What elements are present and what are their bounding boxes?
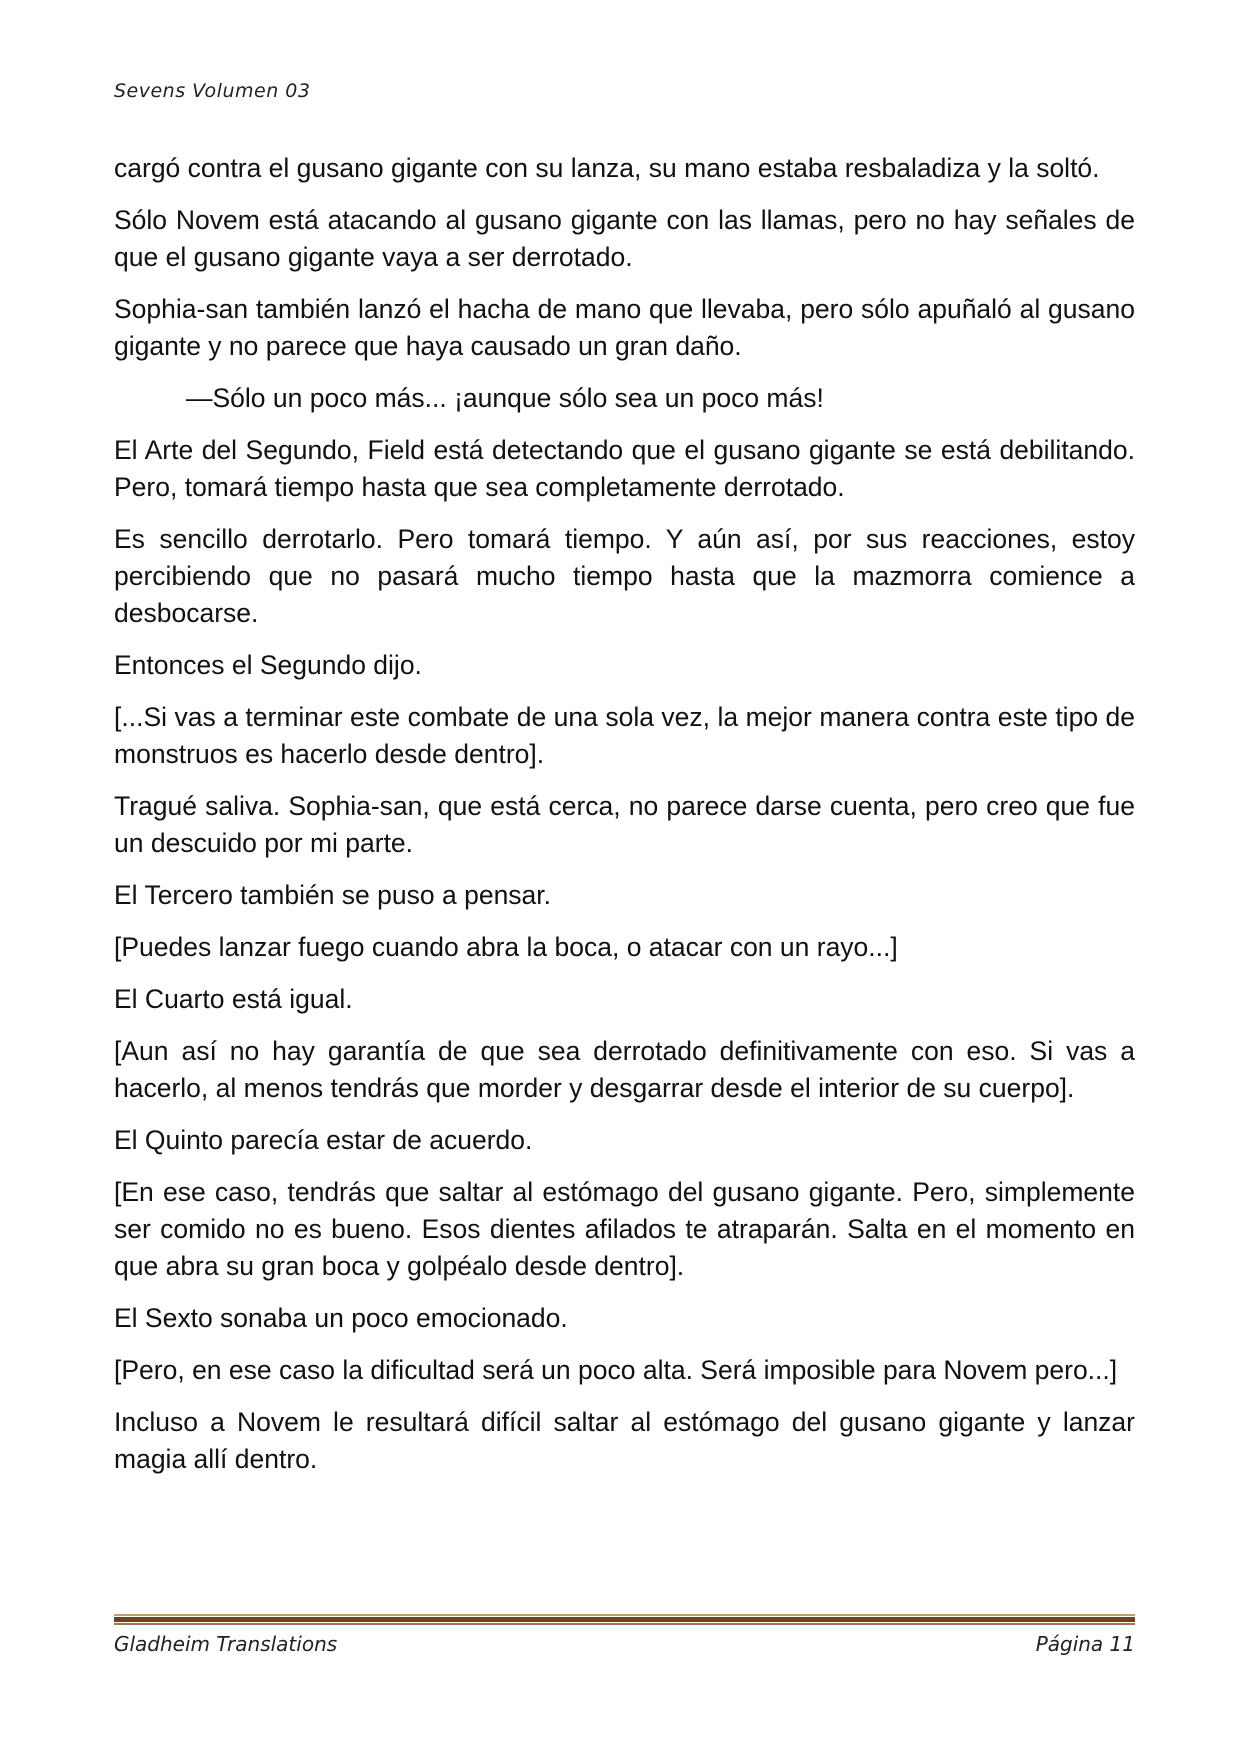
paragraph: El Tercero también se puso a pensar. bbox=[114, 880, 552, 910]
running-header: Sevens Volumen 03 bbox=[114, 80, 311, 102]
paragraph: [Pero, en ese caso la dificultad será un poco alta. Será imposible para Novem pero...] bbox=[114, 1355, 1118, 1385]
paragraph: El Arte del Segundo, Field está detectando que el gusano gigante se está debilitando. Pero, tomará tiempo hasta que sea completamente derrotado. bbox=[114, 435, 1135, 502]
page-body bbox=[114, 150, 1135, 1493]
paragraph: Incluso a Novem le resultará difícil saltar al estómago del gusano gigante y lanzar magia allí dentro. bbox=[114, 1407, 1135, 1474]
footer-divider bbox=[114, 1614, 1135, 1625]
paragraph: Es sencillo derrotarlo. Pero tomará tiempo. Y aún así, por sus reacciones, estoy percibiendo que no pasará mucho tiempo hasta que la mazmorra comience a desbocarse. bbox=[114, 524, 1135, 628]
paragraph: [Aun así no hay garantía de que sea derrotado definitivamente con eso. Si vas a hacerlo, al menos tendrás que morder y desgarrar desde el interior de su cuerpo]. bbox=[114, 1036, 1135, 1103]
paragraph: Tragué saliva. Sophia-san, que está cerca, no parece darse cuenta, pero creo que fue un descuido por mi parte. bbox=[114, 791, 1135, 858]
paragraph: Sólo Novem está atacando al gusano gigante con las llamas, pero no hay señales de que el gusano gigante vaya a ser derrotado. bbox=[114, 205, 1135, 272]
paragraph: Entonces el Segundo dijo. bbox=[114, 650, 422, 680]
paragraph: [Puedes lanzar fuego cuando abra la boca, o atacar con un rayo...] bbox=[114, 932, 898, 962]
paragraph: [...Si vas a terminar este combate de una sola vez, la mejor manera contra este tipo de monstruos es hacerlo desde dentro]. bbox=[114, 702, 1135, 769]
footer-publisher: Gladheim Translations bbox=[114, 1632, 338, 1656]
page-number: Página 11 bbox=[1035, 1632, 1135, 1656]
paragraph-thought: —Sólo un poco más... ¡aunque sólo sea un poco más! bbox=[186, 383, 824, 413]
paragraph: El Cuarto está igual. bbox=[114, 984, 353, 1014]
paragraph: El Quinto parecía estar de acuerdo. bbox=[114, 1125, 533, 1155]
paragraph: El Sexto sonaba un poco emocionado. bbox=[114, 1303, 568, 1333]
paragraph: Sophia-san también lanzó el hacha de mano que llevaba, pero sólo apuñaló al gusano gigante y no parece que haya causado un gran daño. bbox=[114, 294, 1135, 361]
paragraph: [En ese caso, tendrás que saltar al estómago del gusano gigante. Pero, simplemente ser comido no es bueno. Esos dientes afilados te atraparán. Salta en el momento en que abra su gran boca y golpéalo desde dentro]. bbox=[114, 1177, 1135, 1281]
paragraph: cargó contra el gusano gigante con su lanza, su mano estaba resbaladiza y la soltó. bbox=[114, 153, 1100, 183]
